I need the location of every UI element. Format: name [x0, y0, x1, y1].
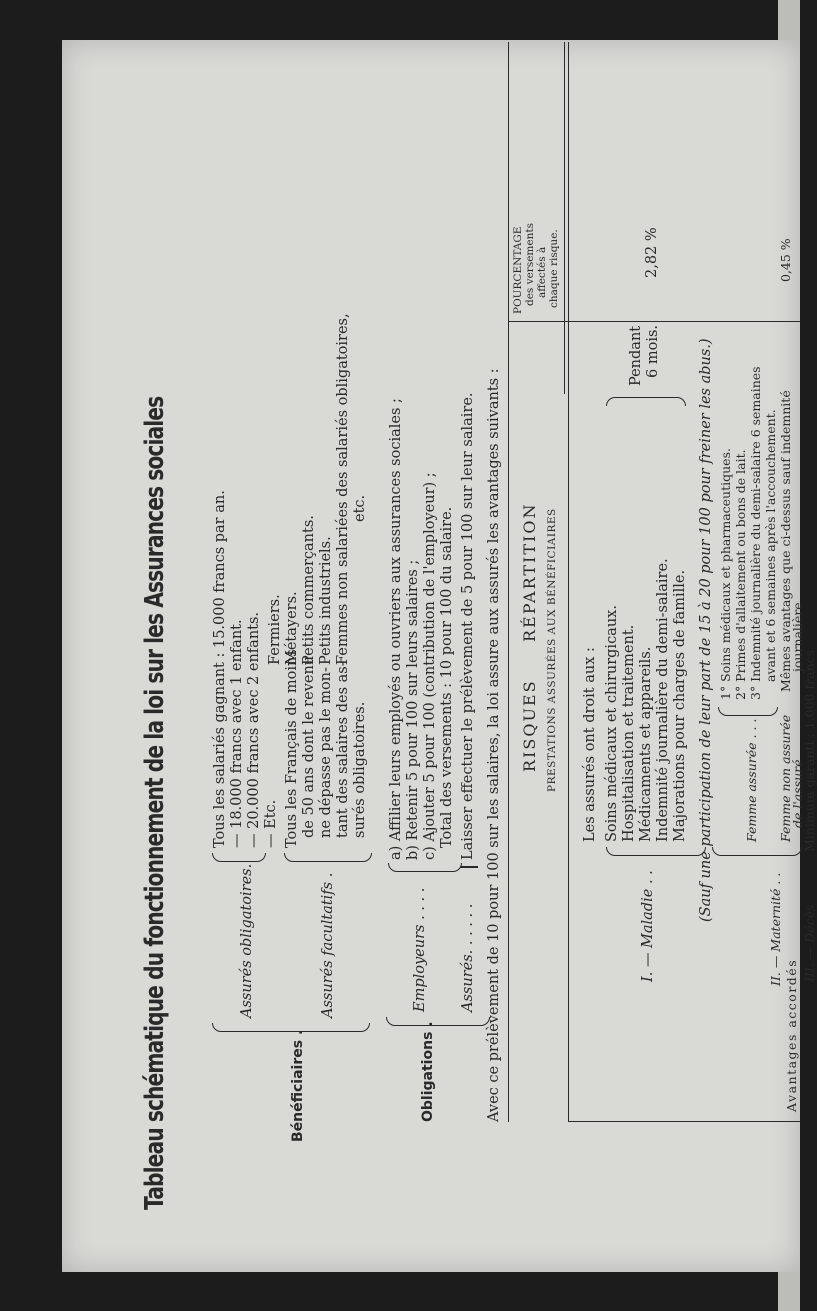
pourcentage-header-1: POURCENTAGE: [512, 226, 524, 314]
facultatifs-right-3: Petits commerçants.: [301, 515, 317, 665]
brace-maternite: [712, 847, 802, 856]
maternite-cut-line-2: journalière: [790, 602, 805, 672]
maladie-item-3: Médicaments et appareils.: [638, 646, 654, 842]
facultatifs-left-4: tant des salaires des as-: [335, 661, 351, 838]
maladie-note: (Sauf une participation de leur part de 15 à 20 pour 100 pour freiner les abus.): [698, 338, 714, 922]
maladie-item-2: Hospitalisation et traitement.: [621, 624, 637, 842]
deces-label: III. — Décès: [802, 904, 817, 982]
brace-maladie-duree: [606, 397, 686, 406]
maladie-item-1: Soins médicaux et chirurgicaux.: [604, 605, 620, 842]
maternite-cut-line: Mêmes avantages que ci-dessus sauf indemnité: [778, 390, 793, 692]
assures-obligatoires-label: Assurés obligatoires.: [239, 863, 255, 1018]
maternite-pourcentage: 0,45 %: [778, 238, 793, 282]
brace-employeurs: [388, 863, 462, 872]
obligations-label: Obligations .: [420, 1021, 436, 1122]
header-risques: RISQUES: [520, 679, 539, 772]
facultatifs-right-5: Femmes non salariées des salariés obligatoires,: [335, 313, 351, 665]
assures-obligation-line: Laisser effectuer le prélèvement de 5 pour 100 sur leur salaire.: [460, 392, 476, 860]
pourcentage-header-4: chaque risque.: [548, 229, 560, 308]
assures-obligation-label: Assurés. . . . . .: [460, 903, 476, 1012]
left-column-rule: [568, 1121, 800, 1122]
rotated-content: [62, 40, 817, 1272]
table-top-rule: [508, 42, 509, 1122]
maladie-item-4: Indemnité journalière du demi-salaire.: [655, 558, 671, 842]
brace-femme-assuree: [718, 707, 778, 716]
avantages-accordes-label: Avantages accordés: [784, 958, 799, 1112]
facultatifs-right-2: Métayers.: [284, 591, 300, 665]
maladie-duree-1: Pendant: [628, 325, 644, 386]
facultatifs-right-6: etc.: [352, 494, 368, 522]
assures-bar: [460, 867, 478, 869]
brace-obligations: [386, 1017, 490, 1026]
brace-facultatifs: [284, 853, 372, 862]
employeurs-total: Total des versements : 10 pour 100 du salaire.: [439, 506, 455, 848]
facultatifs-right-4: Petits industriels.: [318, 536, 334, 665]
maternite-item-4: avant et 6 semaines après l'accouchement.: [763, 409, 778, 682]
employeurs-line-b: b) Retenir 5 pour 100 sur leurs salaires ;: [405, 559, 421, 860]
facultatifs-right-1: Fermiers.: [267, 594, 283, 665]
employeurs-label: Employeurs . . . .: [412, 887, 428, 1012]
pourcentage-column-divider: [508, 321, 800, 322]
header-prestations: PRESTATIONS ASSURÉES AUX BÉNÉFICIAIRES: [546, 508, 558, 792]
pourcentage-header-2: des versements: [524, 223, 536, 306]
beneficiaires-label: Bénéficiaires .: [290, 1029, 306, 1142]
obligatoires-line-1: Tous les salariés gagnant : 15.000 francs par an.: [212, 490, 228, 848]
maternite-label: II. — Maternité . .: [768, 872, 783, 986]
brace-obligatoires: [212, 853, 266, 862]
obligatoires-line-4: — Etc.: [263, 799, 279, 848]
maladie-intro: Les assurés ont droit aux :: [582, 647, 598, 842]
maladie-label: I. — Maladie . .: [640, 870, 656, 982]
summary-line: Avec ce prélèvement de 10 pour 100 sur les salaires, la loi assure aux assurés les avantages suivants :: [486, 368, 502, 1122]
facultatifs-left-5: surés obligatoires.: [352, 701, 368, 838]
document-page: [62, 40, 817, 1272]
facultatifs-left-3: ne dépasse pas le mon-: [318, 667, 334, 838]
header-repartition: RÉPARTITION: [520, 502, 539, 642]
obligatoires-line-3: — 20.000 francs avec 2 enfants.: [246, 611, 262, 848]
page-title: Tableau schématique du fonctionnement de la loi sur les Assurances sociales: [140, 396, 170, 1210]
maternite-item-1: 1° Soins médicaux et pharmaceutiques.: [718, 448, 733, 700]
femme-non-assuree-label: Femme non assurée: [778, 714, 793, 842]
deces-line: Minimum garanti : 1.000 francs.: [802, 646, 817, 852]
femme-non-assuree-label-2: de l'assuré: [790, 759, 805, 828]
facultatifs-left-1: Tous les Français de moins: [284, 649, 300, 848]
maternite-item-2: 2° Primes d'allaitement ou bons de lait.: [733, 449, 748, 700]
assures-facultatifs-label: Assurés facultatifs .: [320, 872, 336, 1018]
employeurs-line-a: a) Affilier leurs employés ou ouvriers aux assurances sociales ;: [388, 398, 404, 860]
brace-maladie: [606, 847, 706, 856]
maladie-duree-2: 6 mois.: [645, 324, 661, 378]
brace-beneficiaires: [212, 1023, 370, 1032]
facultatifs-left-2: de 50 ans dont le revenu: [301, 655, 317, 838]
obligatoires-line-2: — 18.000 francs avec 1 enfant.: [229, 619, 245, 848]
pourcentage-header-3: affectés à: [536, 246, 548, 298]
femme-assuree-label: Femme assurée . . .: [744, 718, 759, 842]
header-bottom-rule-2: [568, 42, 569, 1122]
header-bottom-rule: [564, 42, 565, 394]
maladie-pourcentage: 2,82 %: [644, 227, 660, 278]
maladie-item-5: Majorations pour charges de famille.: [672, 569, 688, 842]
maternite-item-3: 3° Indemnité journalière du demi-salaire 6 semaines: [748, 366, 763, 700]
employeurs-line-c: c) Ajouter 5 pour 100 (contribution de l'employeur) ;: [422, 472, 438, 860]
